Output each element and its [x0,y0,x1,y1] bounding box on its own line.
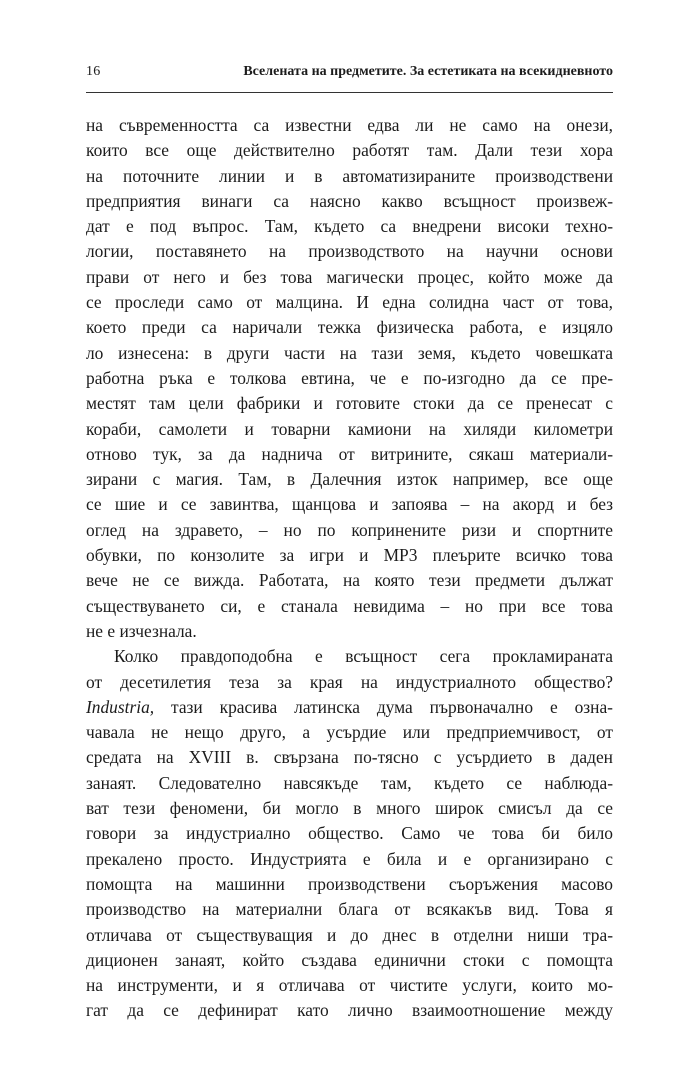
text-line: дат е под въпрос. Там, където са внедрени високи техно- [86,216,613,237]
text-line: помощта на машинни производствени съоръжения масово [86,873,613,894]
text-line: на поточните линии и в автоматизираните производствени [86,165,613,186]
text-line: които все още действително работят там. Дали тези хора [86,140,613,161]
text-line: зирани с магия. Там, в Далечния изток например, все още [86,469,613,490]
text-line: което преди са наричали тежка физическа работа, е изцяло [86,317,613,338]
text-line: на съвременността са известни едва ли не само на онези, [86,115,613,135]
text-line: съществуването си, е станала невидима – но при все това [86,595,613,616]
text-line: Колко правдоподобна е всъщност сега прокламираната [114,646,613,667]
text-line: работна ръка е толкова евтина, че е по-изгодно да се пре- [86,367,613,388]
text-line: производство на материални блага от всякакъв вид. Това я [86,899,613,920]
text-line: предприятия винаги са наясно какво всъщност произвеж- [86,190,613,211]
text-line: средата на XVIII в. свързана по-тясно с усърдието в даден [86,747,613,768]
text-line: прави от него и без това магически процес, който може да [86,266,613,287]
text-line: занаят. Следователно навсякъде там, където се наблюда- [86,772,613,793]
page-number: 16 [86,64,101,79]
text-line: се шие и се завинтва, щанцова и запоява – на акорд и без [86,494,613,515]
text-line: се проследи само от малцина. И една солидна част от това, [86,292,613,313]
text-line: прекалено просто. Индустрията е била и е организирано с [86,848,613,869]
text-line: диционен занаят, който създава единични стоки с помощта [86,949,613,970]
text-line-rest: тази красива латинска дума първоначално е озна- [171,696,613,717]
text-line: не е изчезнала. [86,620,197,641]
text-line: местят там цели фабрики и готовите стоки да се пренесат с [86,393,613,414]
text-line: отново тук, за да наднича от витрините, сякаш материали- [86,443,613,464]
text-line: говори за индустриално общество. Само че това би било [86,823,613,844]
running-head-title: Вселената на предметите. За естетиката на всекидневното [243,64,613,79]
body-text [86,113,613,1024]
header-rule [86,92,613,93]
text-line: ло изнесена: в други части на тази земя, където човешката [86,342,613,363]
text-line: от десетилетия теза за края на индустриалното общество? [86,671,613,692]
text-line: чавала не нещо друго, а усърдие или предприемчивост, от [86,722,613,743]
text-line: на инструменти, и я отличава от чистите услуги, които мо- [86,975,613,996]
text-line: логии, поставянето на производството на научни основи [86,241,613,262]
text-line: гат да се дефинират като лично взаимоотношение между [86,1000,613,1021]
text-line-with-italic [86,695,613,720]
text-line: обувки, по конзолите за игри и MP3 плеърите всичко това [86,545,613,566]
text-line: вече не се вижда. Работата, на която тези предмети дължат [86,570,613,591]
text-line: ват тези феномени, би могло в много широк смисъл да се [86,798,613,819]
italic-term: Industria, [86,696,155,717]
text-line: кораби, самолети и товарни камиони на хиляди километри [86,418,613,439]
text-line: отличава от съществуващия и до днес в отделни ниши тра- [86,924,613,945]
text-line: оглед на здравето, – но по копринените ризи и спортните [86,519,613,540]
